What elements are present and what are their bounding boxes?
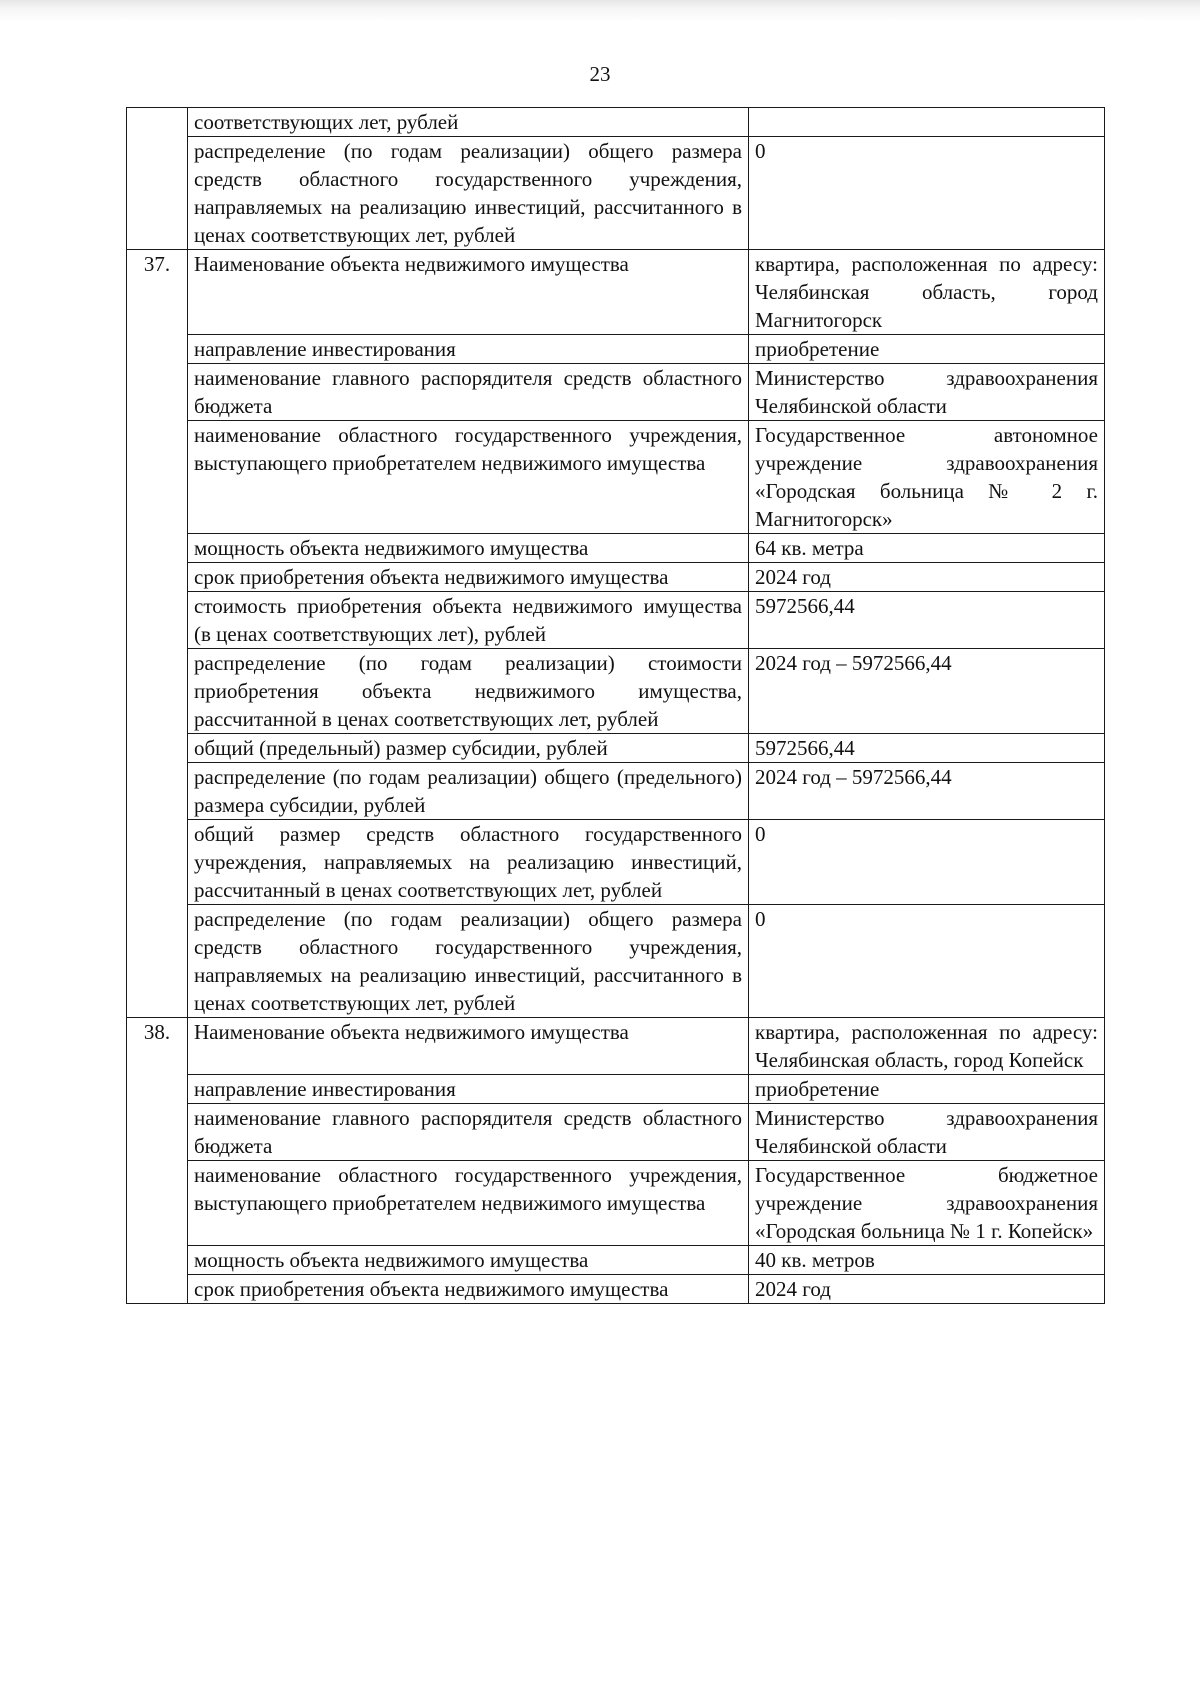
table-row xyxy=(127,250,1105,335)
table-row xyxy=(127,1075,1105,1104)
row-value: 2024 год xyxy=(749,563,1105,592)
table-row xyxy=(127,905,1105,1018)
row-label: наименование областного государственного учреждения, выступающего приобретателем недвижимого имущества xyxy=(188,1161,749,1246)
row-label: стоимость приобретения объекта недвижимого имущества (в ценах соответствующих лет), рублей xyxy=(188,592,749,649)
table-row xyxy=(127,1018,1105,1075)
table-row xyxy=(127,592,1105,649)
row-label: наименование главного распорядителя средств областного бюджета xyxy=(188,364,749,421)
table-row xyxy=(127,108,1105,137)
item-number-cell: 38. xyxy=(127,1018,188,1304)
item-number-cell: 37. xyxy=(127,250,188,1018)
table-row xyxy=(127,1104,1105,1161)
row-value: Министерство здравоохранения Челябинской области xyxy=(749,364,1105,421)
row-label: Наименование объекта недвижимого имущества xyxy=(188,1018,749,1075)
row-value: 5972566,44 xyxy=(749,734,1105,763)
row-label: Наименование объекта недвижимого имущества xyxy=(188,250,749,335)
row-label: распределение (по годам реализации) общего размера средств областного государственного учреждения, направляемых на реализацию инвестиций, рассчитанного в ценах соответствующих лет, рублей xyxy=(188,137,749,250)
page-number: 23 xyxy=(589,62,611,86)
row-value: квартира, расположенная по адресу: Челябинская область, город Копейск xyxy=(749,1018,1105,1075)
row-value: Министерство здравоохранения Челябинской области xyxy=(749,1104,1105,1161)
table-row xyxy=(127,1161,1105,1246)
row-value: 40 кв. метров xyxy=(749,1246,1105,1275)
row-label: общий (предельный) размер субсидии, рублей xyxy=(188,734,749,763)
table-row xyxy=(127,421,1105,534)
table-row xyxy=(127,734,1105,763)
row-label: общий размер средств областного государственного учреждения, направляемых на реализацию инвестиций, рассчитанный в ценах соответствующих лет, рублей xyxy=(188,820,749,905)
row-value: 2024 год – 5972566,44 xyxy=(749,649,1105,734)
row-value: 0 xyxy=(749,137,1105,250)
row-label: мощность объекта недвижимого имущества xyxy=(188,1246,749,1275)
row-label: направление инвестирования xyxy=(188,335,749,364)
row-value: приобретение xyxy=(749,1075,1105,1104)
row-value: 64 кв. метра xyxy=(749,534,1105,563)
row-label: распределение (по годам реализации) общего (предельного) размера субсидии, рублей xyxy=(188,763,749,820)
row-label: мощность объекта недвижимого имущества xyxy=(188,534,749,563)
row-value: Государственное автономное учреждение здравоохранения «Городская больница № 2 г. Магнитогорск» xyxy=(749,421,1105,534)
row-label: срок приобретения объекта недвижимого имущества xyxy=(188,1275,749,1304)
row-value: Государственное бюджетное учреждение здравоохранения «Городская больница № 1 г. Копейск» xyxy=(749,1161,1105,1246)
table-row xyxy=(127,364,1105,421)
row-label: распределение (по годам реализации) общего размера средств областного государственного учреждения, направляемых на реализацию инвестиций, рассчитанного в ценах соответствующих лет, рублей xyxy=(188,905,749,1018)
table-row xyxy=(127,563,1105,592)
row-label: направление инвестирования xyxy=(188,1075,749,1104)
row-value: 5972566,44 xyxy=(749,592,1105,649)
table-row xyxy=(127,1246,1105,1275)
investment-table xyxy=(126,107,1105,1304)
item-number-cell xyxy=(127,108,188,250)
row-value: квартира, расположенная по адресу: Челябинская область, город Магнитогорск xyxy=(749,250,1105,335)
row-label: соответствующих лет, рублей xyxy=(188,108,749,137)
row-label: распределение (по годам реализации) стоимости приобретения объекта недвижимого имущества, рассчитанной в ценах соответствующих лет, рублей xyxy=(188,649,749,734)
scan-edge xyxy=(0,0,1200,22)
row-value: 2024 год xyxy=(749,1275,1105,1304)
table-row xyxy=(127,820,1105,905)
row-label: наименование главного распорядителя средств областного бюджета xyxy=(188,1104,749,1161)
table-row xyxy=(127,649,1105,734)
row-value: 2024 год – 5972566,44 xyxy=(749,763,1105,820)
table-row xyxy=(127,763,1105,820)
table-row xyxy=(127,534,1105,563)
row-label: срок приобретения объекта недвижимого имущества xyxy=(188,563,749,592)
row-value xyxy=(749,108,1105,137)
table-row xyxy=(127,1275,1105,1304)
table-row xyxy=(127,335,1105,364)
row-value: 0 xyxy=(749,820,1105,905)
row-label: наименование областного государственного учреждения, выступающего приобретателем недвижимого имущества xyxy=(188,421,749,534)
table-row xyxy=(127,137,1105,250)
row-value: 0 xyxy=(749,905,1105,1018)
row-value: приобретение xyxy=(749,335,1105,364)
